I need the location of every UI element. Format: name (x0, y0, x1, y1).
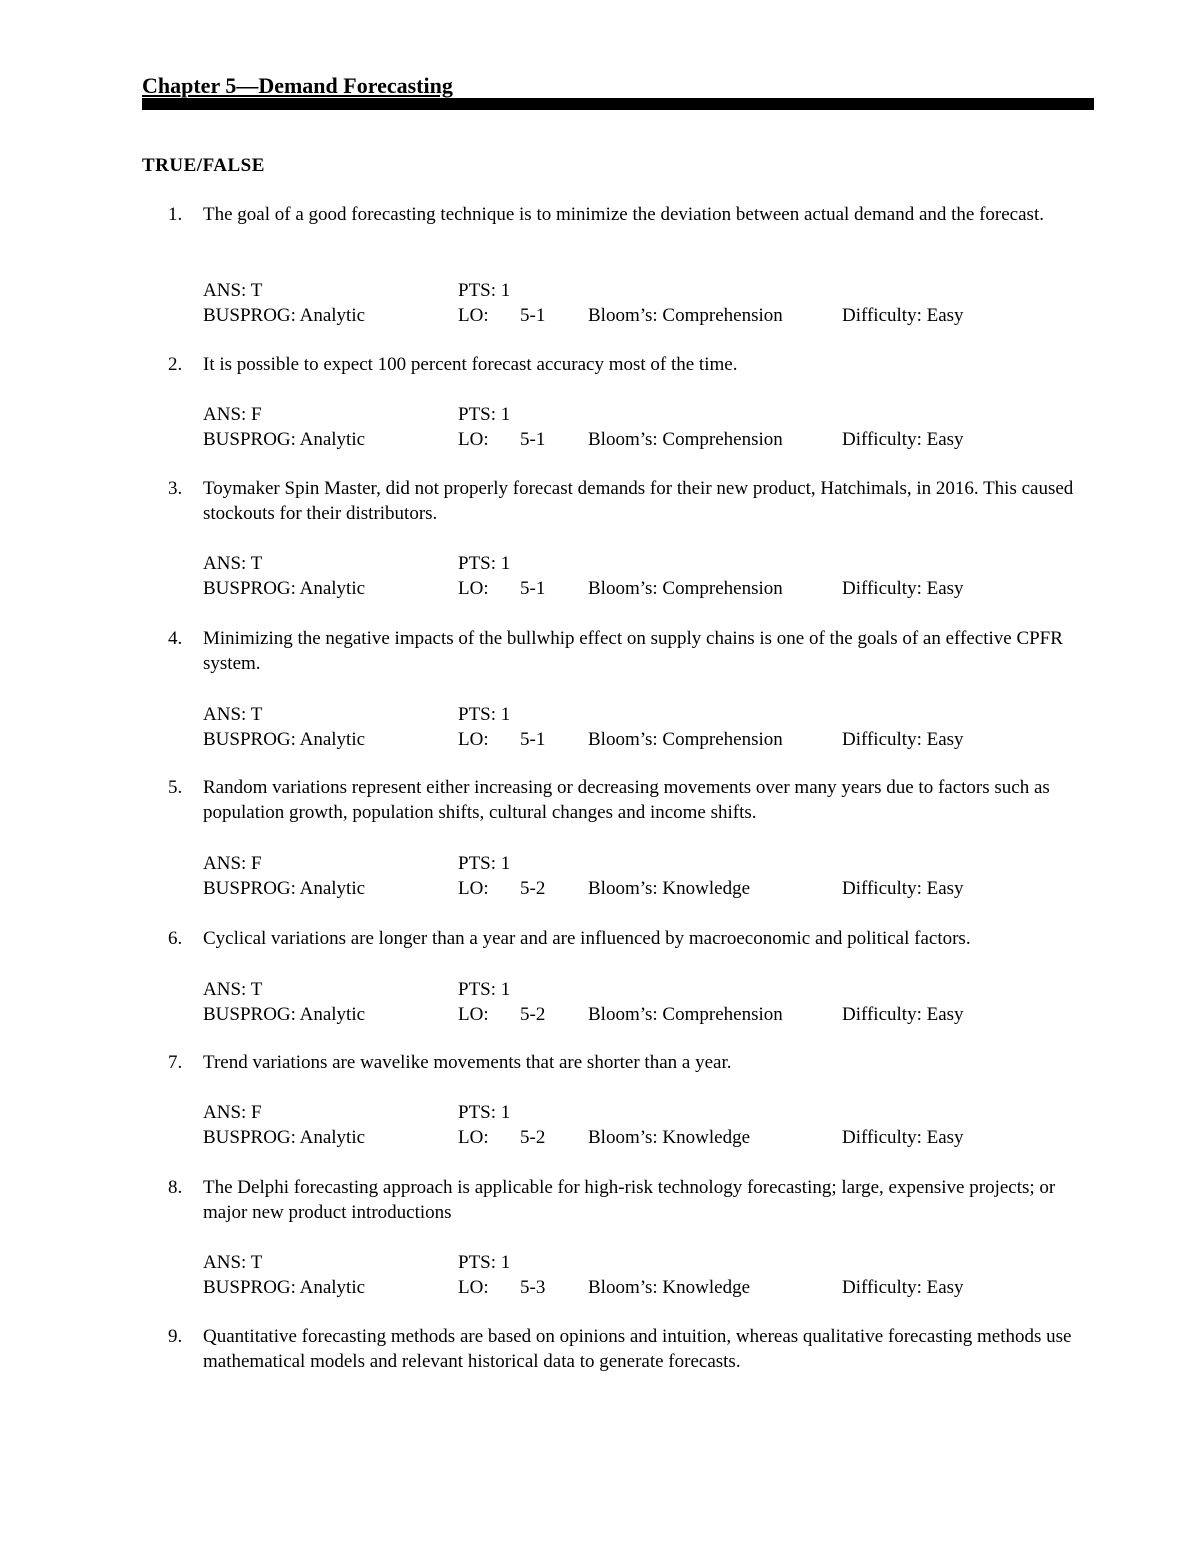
bloom-value: Bloom’s: Comprehension (588, 1004, 783, 1025)
question-number: 1. (168, 204, 183, 225)
answer-value: ANS: F (203, 853, 262, 874)
question-number: 3. (168, 478, 183, 499)
answer-metadata (0, 977, 1200, 1027)
difficulty-value: Difficulty: Easy (842, 1004, 964, 1025)
bloom-value: Bloom’s: Comprehension (588, 578, 783, 599)
lo-value: 5-1 (520, 305, 546, 326)
question-text: Toymaker Spin Master, did not properly forecast demands for their new product, Hatchimals, in 2016. This caused stockouts for their distributors. (203, 478, 1074, 524)
busprog-value: BUSPROG: Analytic (203, 429, 366, 450)
answer-value: ANS: T (203, 553, 263, 574)
answer-value: ANS: F (203, 404, 262, 425)
answer-metadata (0, 402, 1200, 452)
lo-label: LO: (458, 729, 489, 750)
bloom-value: Bloom’s: Knowledge (588, 1127, 751, 1148)
difficulty-value: Difficulty: Easy (842, 1277, 964, 1298)
section-heading: TRUE/FALSE (142, 155, 265, 176)
question-text: Trend variations are wavelike movements that are shorter than a year. (203, 1052, 732, 1073)
question-text: Minimizing the negative impacts of the bullwhip effect on supply chains is one of the goals of an effective CPFR system. (203, 628, 1063, 674)
busprog-value: BUSPROG: Analytic (203, 1127, 366, 1148)
busprog-value: BUSPROG: Analytic (203, 878, 366, 899)
points-value: PTS: 1 (458, 553, 511, 574)
lo-value: 5-2 (520, 1004, 546, 1025)
title-rule (142, 98, 1094, 110)
question-text: It is possible to expect 100 percent forecast accuracy most of the time. (203, 354, 738, 375)
question-text: Random variations represent either increasing or decreasing movements over many years due to factors such as population growth, population shifts, cultural changes and income shifts. (203, 777, 1050, 823)
question-number: 4. (168, 628, 183, 649)
question-number: 9. (168, 1326, 183, 1347)
lo-label: LO: (458, 1277, 489, 1298)
difficulty-value: Difficulty: Easy (842, 1127, 964, 1148)
question-text: Quantitative forecasting methods are based on opinions and intuition, whereas qualitative forecasting methods use mathematical models and relevant historical data to generate forecasts. (203, 1326, 1072, 1372)
bloom-value: Bloom’s: Knowledge (588, 878, 751, 899)
answer-metadata (0, 702, 1200, 752)
difficulty-value: Difficulty: Easy (842, 578, 964, 599)
question-text: Cyclical variations are longer than a year and are influenced by macroeconomic and political factors. (203, 928, 971, 949)
answer-value: ANS: T (203, 704, 263, 725)
question-text: The goal of a good forecasting technique is to minimize the deviation between actual demand and the forecast. (203, 204, 1044, 225)
bloom-value: Bloom’s: Comprehension (588, 305, 783, 326)
lo-label: LO: (458, 1127, 489, 1148)
lo-label: LO: (458, 429, 489, 450)
bloom-value: Bloom’s: Knowledge (588, 1277, 751, 1298)
points-value: PTS: 1 (458, 704, 511, 725)
question-number: 7. (168, 1052, 183, 1073)
lo-label: LO: (458, 878, 489, 899)
difficulty-value: Difficulty: Easy (842, 878, 964, 899)
lo-value: 5-1 (520, 729, 546, 750)
answer-value: ANS: T (203, 979, 263, 1000)
lo-value: 5-2 (520, 1127, 546, 1148)
difficulty-value: Difficulty: Easy (842, 729, 964, 750)
question-text: The Delphi forecasting approach is applicable for high-risk technology forecasting; large, expensive projects; or major new product introductions (203, 1177, 1056, 1223)
lo-label: LO: (458, 578, 489, 599)
difficulty-value: Difficulty: Easy (842, 429, 964, 450)
lo-label: LO: (458, 1004, 489, 1025)
lo-value: 5-3 (520, 1277, 546, 1298)
difficulty-value: Difficulty: Easy (842, 305, 964, 326)
busprog-value: BUSPROG: Analytic (203, 1277, 366, 1298)
bloom-value: Bloom’s: Comprehension (588, 729, 783, 750)
answer-metadata (0, 278, 1200, 328)
lo-value: 5-2 (520, 878, 546, 899)
lo-label: LO: (458, 305, 489, 326)
points-value: PTS: 1 (458, 1102, 511, 1123)
answer-metadata (0, 1250, 1200, 1300)
points-value: PTS: 1 (458, 979, 511, 1000)
question-number: 6. (168, 928, 183, 949)
busprog-value: BUSPROG: Analytic (203, 305, 366, 326)
lo-value: 5-1 (520, 578, 546, 599)
busprog-value: BUSPROG: Analytic (203, 729, 366, 750)
points-value: PTS: 1 (458, 853, 511, 874)
busprog-value: BUSPROG: Analytic (203, 1004, 366, 1025)
points-value: PTS: 1 (458, 404, 511, 425)
answer-metadata (0, 851, 1200, 901)
points-value: PTS: 1 (458, 280, 511, 301)
answer-metadata (0, 1100, 1200, 1150)
question-number: 8. (168, 1177, 183, 1198)
chapter-title: Chapter 5—Demand Forecasting (142, 73, 453, 98)
bloom-value: Bloom’s: Comprehension (588, 429, 783, 450)
question-number: 5. (168, 777, 183, 798)
answer-value: ANS: T (203, 280, 263, 301)
answer-value: ANS: T (203, 1252, 263, 1273)
busprog-value: BUSPROG: Analytic (203, 578, 366, 599)
points-value: PTS: 1 (458, 1252, 511, 1273)
answer-metadata (0, 551, 1200, 601)
lo-value: 5-1 (520, 429, 546, 450)
answer-value: ANS: F (203, 1102, 262, 1123)
question-number: 2. (168, 354, 183, 375)
